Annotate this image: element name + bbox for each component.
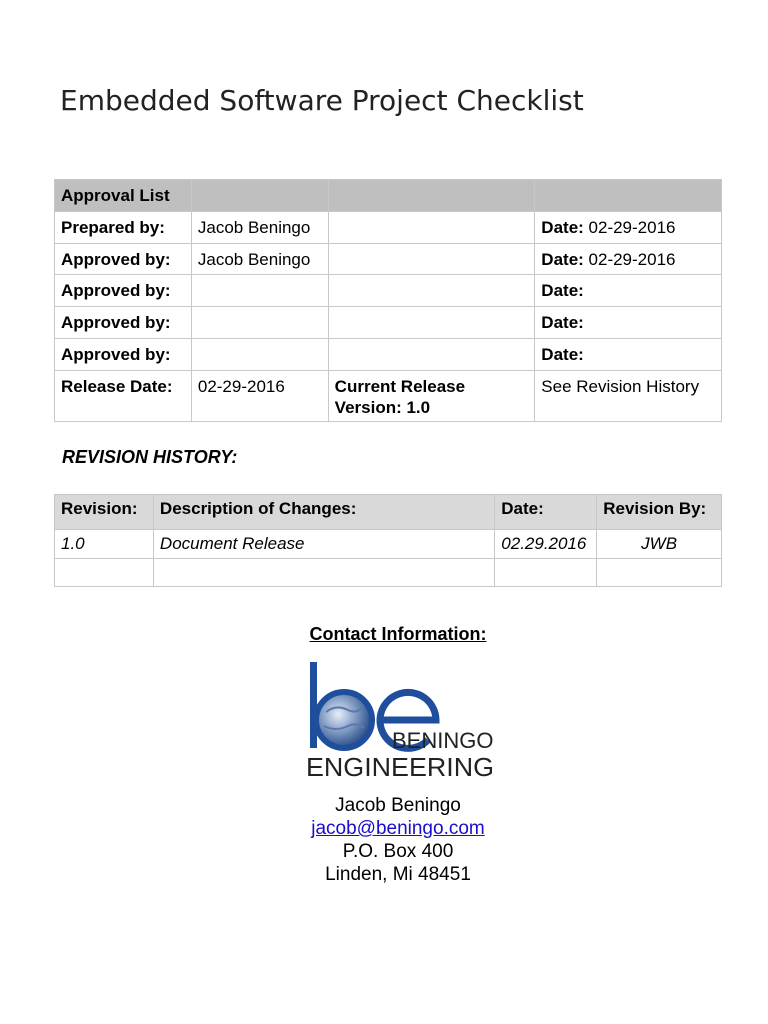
revision-date [495,559,597,587]
logo-globe [316,692,372,748]
contact-email-link[interactable]: jacob@beningo.com [311,818,485,839]
beningo-engineering-logo [306,660,496,782]
approval-name: Jacob Beningo [191,243,328,275]
approval-name [191,338,328,370]
revision-date: 02.29.2016 [495,530,597,559]
approval-header-blank [535,180,722,212]
approval-header-blank [191,180,328,212]
approval-header-cell: Approval List [55,180,192,212]
contact-heading: Contact Information: [309,624,487,644]
approval-row [55,211,722,243]
approval-header-blank [328,180,535,212]
revision-author [597,559,722,587]
approval-role-label: Approved by: [55,243,192,275]
revision-description [153,559,494,587]
approval-name [191,307,328,339]
revision-number [55,559,154,587]
revision-table [54,494,722,587]
column-header: Description of Changes: [153,495,494,530]
logo-text-top: BENINGO [392,728,494,753]
approval-extra [328,211,535,243]
date-value: 02-29-2016 [583,249,676,269]
revision-history-heading: REVISION HISTORY: [62,447,238,467]
approval-header-row [55,180,722,212]
logo-text-bottom: ENGINEERING [306,752,494,782]
approval-date-cell [535,338,722,370]
date-label: Date: [541,313,584,333]
release-date-label: Release Date: [55,370,192,421]
approval-row [55,338,722,370]
revision-description: Document Release [153,530,494,559]
approval-extra [328,275,535,307]
revision-row [55,530,722,559]
column-header: Date: [495,495,597,530]
approval-row [55,243,722,275]
approval-extra [328,243,535,275]
date-value: 02-29-2016 [583,217,676,237]
contact-section [0,624,768,645]
date-label: Date: [541,344,584,364]
approval-name [191,275,328,307]
date-label: Date: [541,281,584,301]
release-date-value: 02-29-2016 [191,370,328,421]
column-header: Revision By: [597,495,722,530]
date-label: Date: [541,217,584,237]
approval-date-cell [535,243,722,275]
approval-extra [328,307,535,339]
revision-header-row [55,495,722,530]
approval-row [55,275,722,307]
logo-b-stem [310,662,317,748]
release-row [55,370,722,421]
approval-row [55,307,722,339]
contact-name: Jacob Beningo [335,795,461,816]
approval-role-label: Approved by: [55,275,192,307]
contact-address-line1: P.O. Box 400 [342,841,454,862]
column-header: Revision: [55,495,154,530]
revision-author: JWB [597,530,722,559]
approval-role-label: Prepared by: [55,211,192,243]
date-label: Date: [541,249,584,269]
approval-name: Jacob Beningo [191,211,328,243]
revision-row [55,559,722,587]
approval-role-label: Approved by: [55,307,192,339]
contact-details [0,794,768,886]
approval-table [54,179,722,422]
approval-date-cell [535,275,722,307]
approval-role-label: Approved by: [55,338,192,370]
revision-history-note: See Revision History [535,370,722,421]
approval-extra [328,338,535,370]
document-title: Embedded Software Project Checklist [60,84,584,117]
current-release-version: Current Release Version: 1.0 [328,370,535,421]
approval-date-cell [535,307,722,339]
contact-address-line2: Linden, Mi 48451 [325,864,471,885]
approval-date-cell [535,211,722,243]
revision-number: 1.0 [55,530,154,559]
